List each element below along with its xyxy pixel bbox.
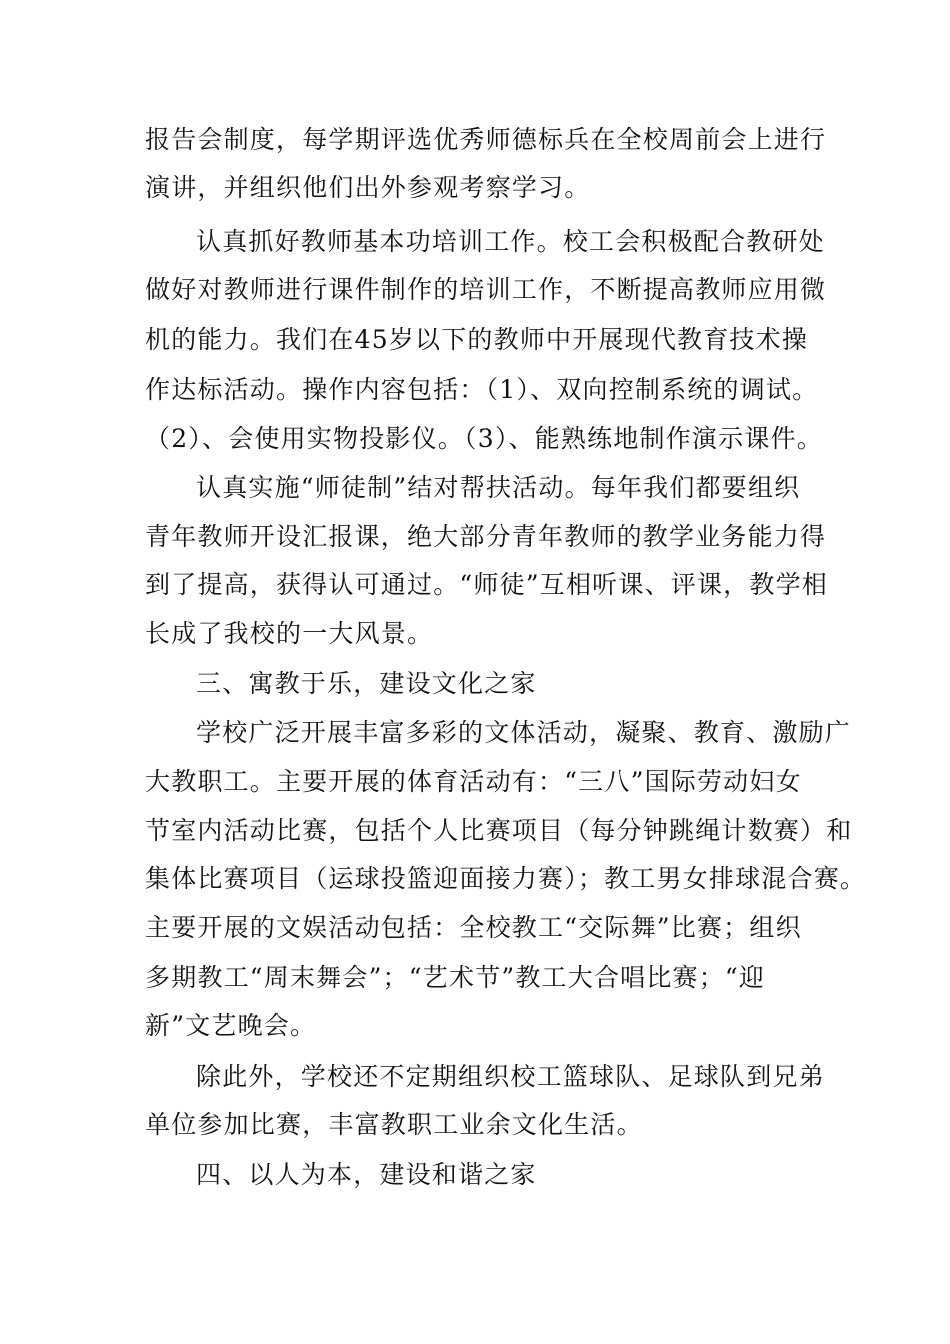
text-line: 做好对教师进行课件制作的培训工作，不断提高教师应用微	[145, 275, 827, 304]
text-line: 大教职工。主要开展的体育活动有：“三八”国际劳动妇女	[145, 767, 802, 796]
text-line: 演讲，并组织他们出外参观考察学习。	[145, 173, 591, 202]
text-line: 机的能力。我们在45岁以下的教师中开展现代教育技术操	[145, 325, 809, 354]
text-line: 认真实施“师徒制”结对帮扶活动。每年我们都要组织	[196, 473, 801, 502]
text-line: 多期教工“周末舞会”；“艺术节”教工大合唱比赛；“迎	[145, 963, 766, 992]
text-line: 新”文艺晚会。	[145, 1011, 317, 1040]
text-line: 集体比赛项目（运球投篮迎面接力赛）；教工男女排球混合赛。	[145, 864, 867, 893]
text-line: 单位参加比赛，丰富教职工业余文化生活。	[145, 1110, 643, 1139]
text-line: （2）、会使用实物投影仪。（3）、能熟练地制作演示课件。	[145, 424, 823, 453]
text-line: 除此外，学校还不定期组织校工篮球队、足球队到兄弟	[196, 1062, 825, 1091]
text-line: 青年教师开设汇报课，绝大部分青年教师的教学业务能力得	[145, 522, 827, 551]
text-line: 报告会制度，每学期评选优秀师德标兵在全校周前会上进行	[145, 125, 827, 154]
text-line: 主要开展的文娱活动包括：全校教工“交际舞”比赛；组织	[145, 913, 802, 942]
text-line: 学校广泛开展丰富多彩的文体活动，凝聚、教育、激励广	[196, 718, 852, 747]
text-line: 到了提高，获得认可通过。“师徒”互相听课、评课，教学相	[145, 570, 828, 599]
text-line: 长成了我校的一大风景。	[145, 619, 434, 648]
text-line: 认真抓好教师基本功培训工作。校工会积极配合教研处	[196, 227, 825, 256]
text-line: 节室内活动比赛，包括个人比赛项目（每分钟跳绳计数赛）和	[145, 816, 853, 845]
section-heading: 四、以人为本，建设和谐之家	[196, 1160, 537, 1189]
section-heading: 三、寓教于乐，建设文化之家	[196, 669, 537, 698]
text-line: 作达标活动。操作内容包括：（1）、双向控制系统的调试。	[145, 375, 819, 404]
